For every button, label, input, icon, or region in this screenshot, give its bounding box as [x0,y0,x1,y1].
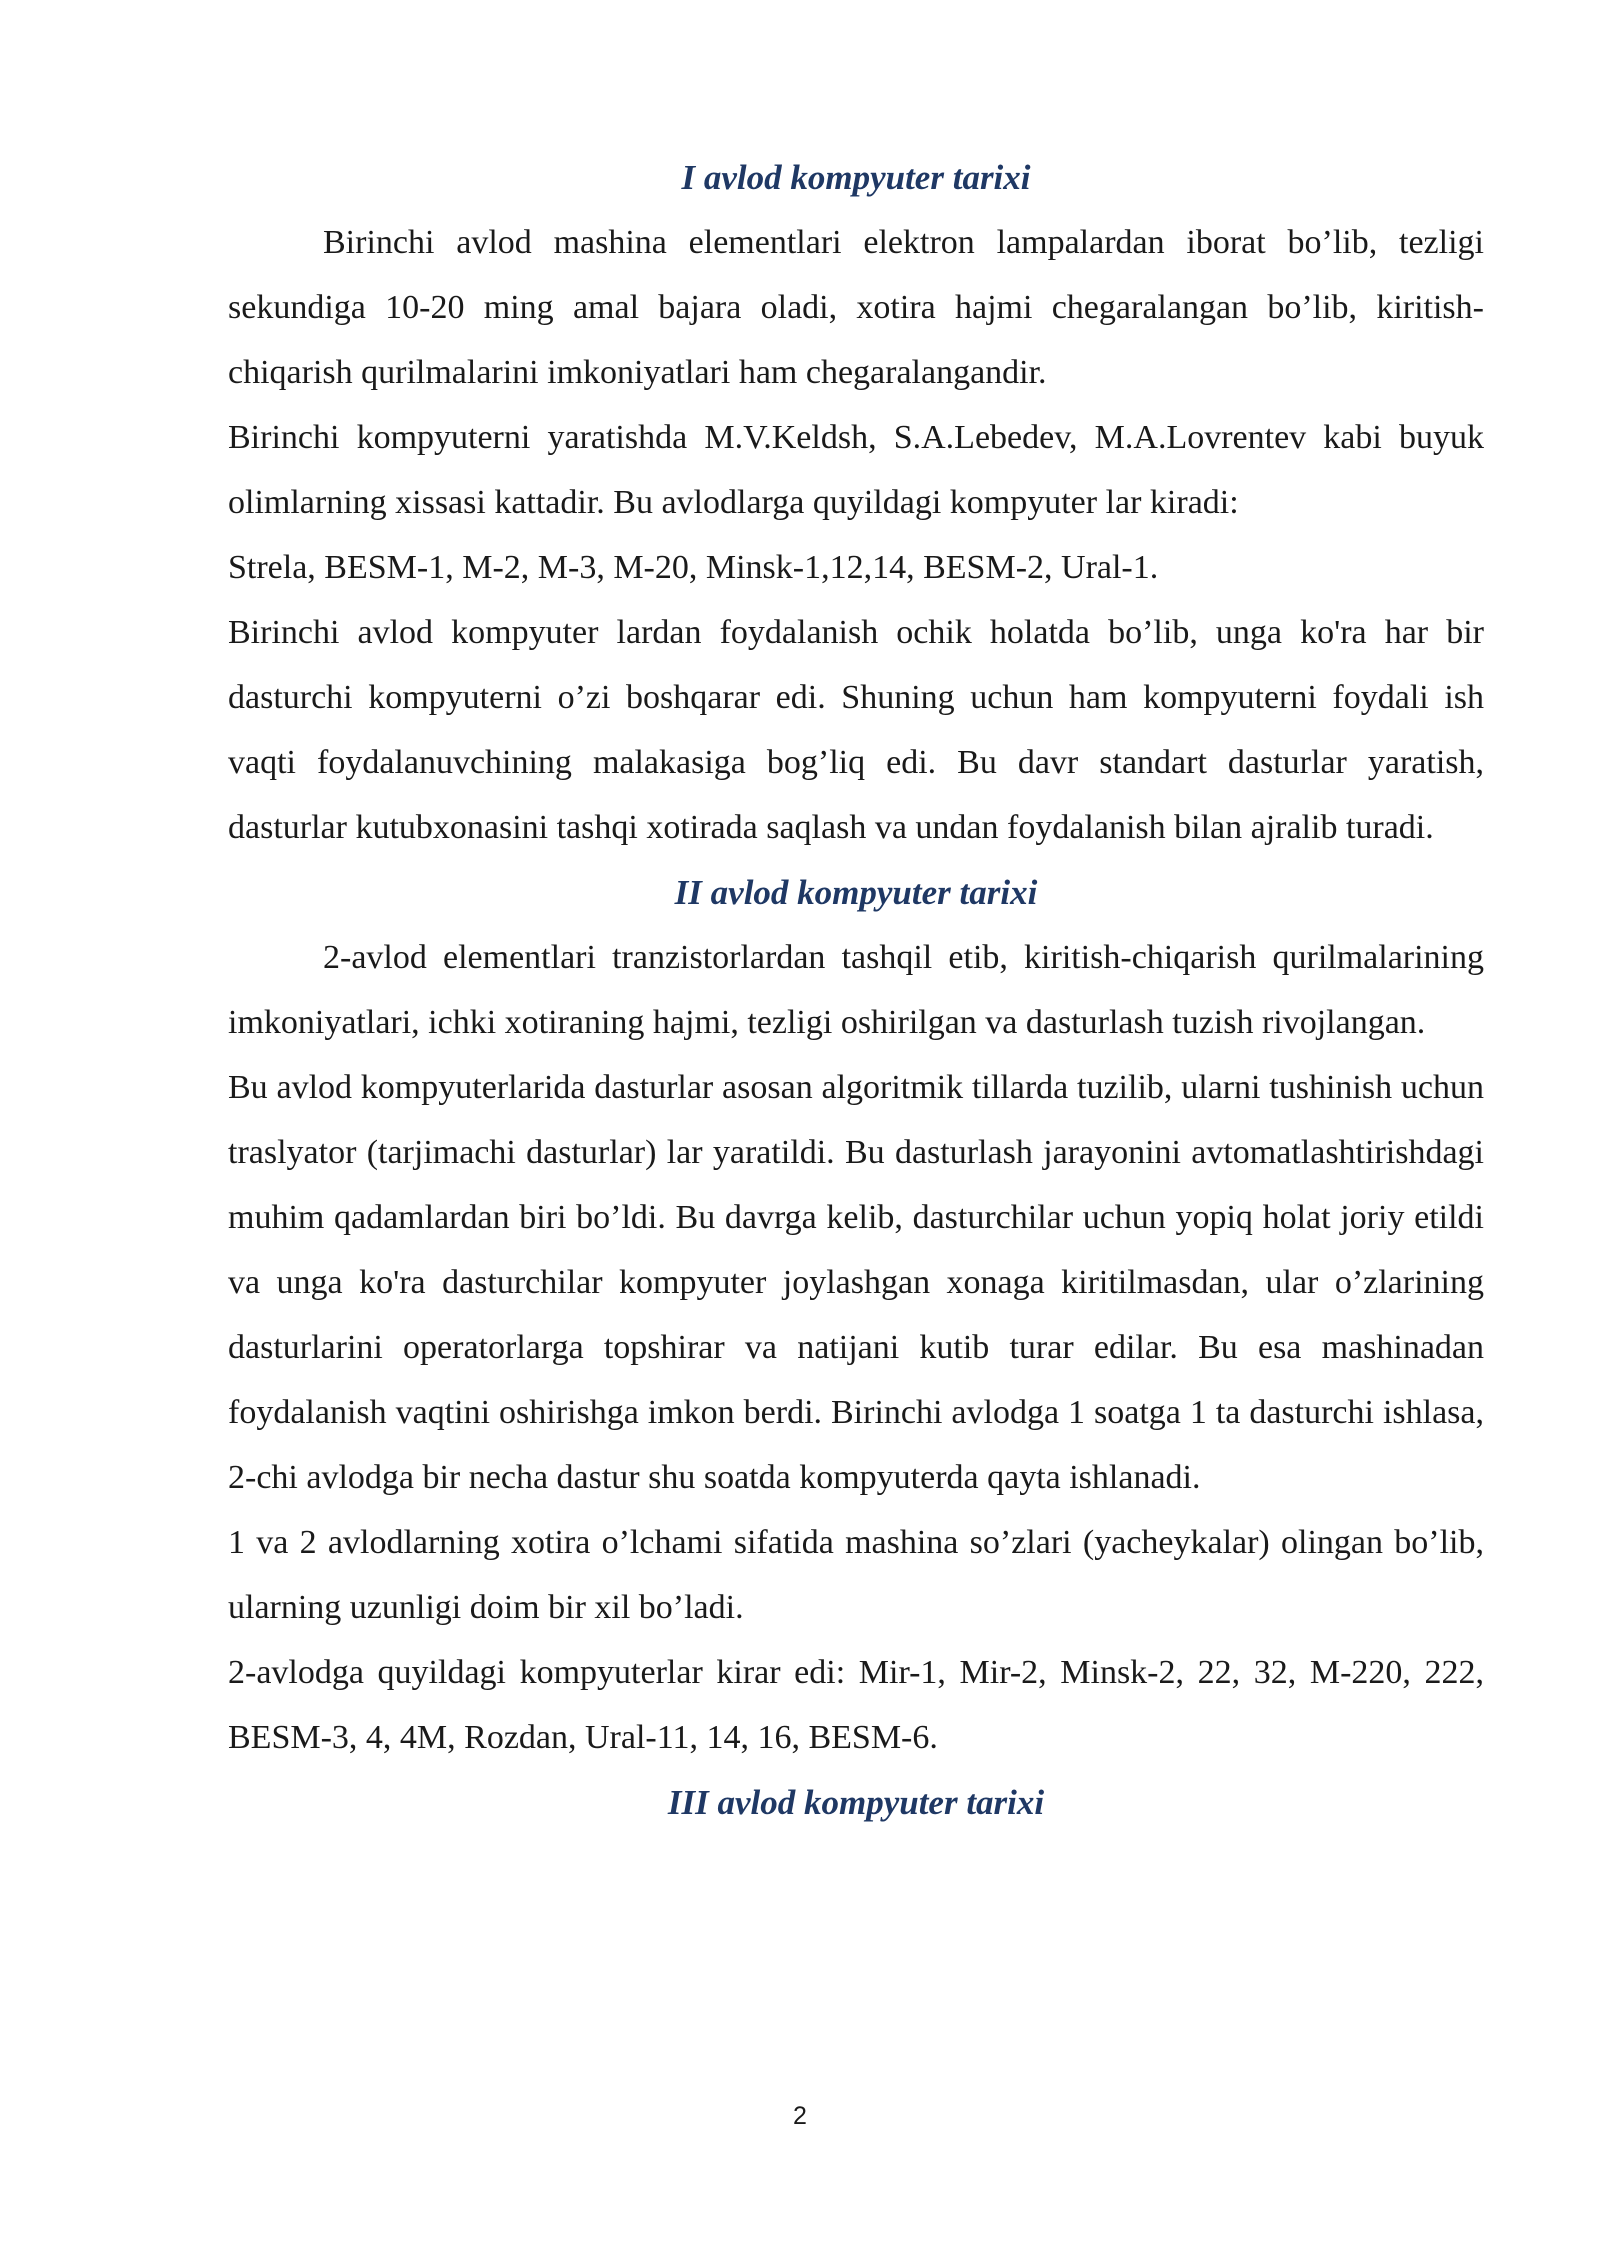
section-heading-gen1: I avlod kompyuter tarixi [681,158,1031,197]
section-heading-gen3: III avlod kompyuter tarixi [667,1783,1045,1822]
paragraph-gen2-intro: 2-avlod elementlari tranzistorlardan tashqil etib, kiritish-chiqarish qurilmalarining imkoniyatlari, ichki xotiraning hajmi, tezligi oshirilgan va dasturlash tuzish rivojlangan. [228,939,1484,1041]
page-number: 2 [793,2102,807,2130]
paragraph-gen2-memory: 1 va 2 avlodlarning xotira o’lchami sifatida mashina so’zlari (yacheykalar) olingan bo’lib, ularning uzunligi doim bir xil bo’ladi. [228,1524,1484,1626]
paragraph-gen2-computers: 2-avlodga quyildagi kompyuterlar kirar edi: Mir-1, Mir-2, Minsk-2, 22, 32, M-220, 222, BESM-3, 4, 4M, Rozdan, Ural-11, 14, 16, BESM-6. [228,1654,1484,1756]
section-heading-gen2: II avlod kompyuter tarixi [674,873,1038,912]
paragraph-gen1-computers: Strela, BESM-1, M-2, M-3, M-20, Minsk-1,12,14, BESM-2, Ural-1. [228,549,1159,586]
document-page [228,145,1484,1835]
paragraph-gen1-usage: Birinchi avlod kompyuter lardan foydalanish ochik holatda bo’lib, unga ko'ra har bir dasturchi kompyuterni o’zi boshqarar edi. Shuning uchun ham kompyuterni foydali ish vaqti foydalanuvchining malakasiga bog’liq edi. Bu davr standart dasturlar yaratish, dasturlar kutubxonasini tashqi xotirada saqlash va undan foydalanish bilan ajralib turadi. [228,614,1484,846]
paragraph-gen2-languages: Bu avlod kompyuterlarida dasturlar asosan algoritmik tillarda tuzilib, ularni tushinish uchun traslyator (tarjimachi dasturlar) lar yaratildi. Bu dasturlash jarayonini avtomatlashtirishdagi muhim qadamlardan biri bo’ldi. Bu davrga kelib, dasturchilar uchun yopiq holat joriy etildi va unga ko'ra dasturchilar kompyuter joylashgan xonaga kiritilmasdan, ular o’zlarining dasturlarini operatorlarga topshirar va natijani kutib turar edilar. Bu esa mashinadan foydalanish vaqtini oshirishga imkon berdi. Birinchi avlodga 1 soatga 1 ta dasturchi ishlasa, 2-chi avlodga bir necha dastur shu soatda kompyuterda qayta ishlanadi. [228,1069,1484,1496]
paragraph-gen1-intro: Birinchi avlod mashina elementlari elektron lampalardan iborat bo’lib, tezligi sekundiga 10-20 ming amal bajara oladi, xotira hajmi chegaralangan bo’lib, kiritish-chiqarish qurilmalarini imkoniyatlari ham chegaralangandir. [228,224,1484,391]
paragraph-gen1-scientists: Birinchi kompyuterni yaratishda M.V.Keldsh, S.A.Lebedev, M.A.Lovrentev kabi buyuk olimlarning xissasi kattadir. Bu avlodlarga quyildagi kompyuter lar kiradi: [228,419,1484,521]
